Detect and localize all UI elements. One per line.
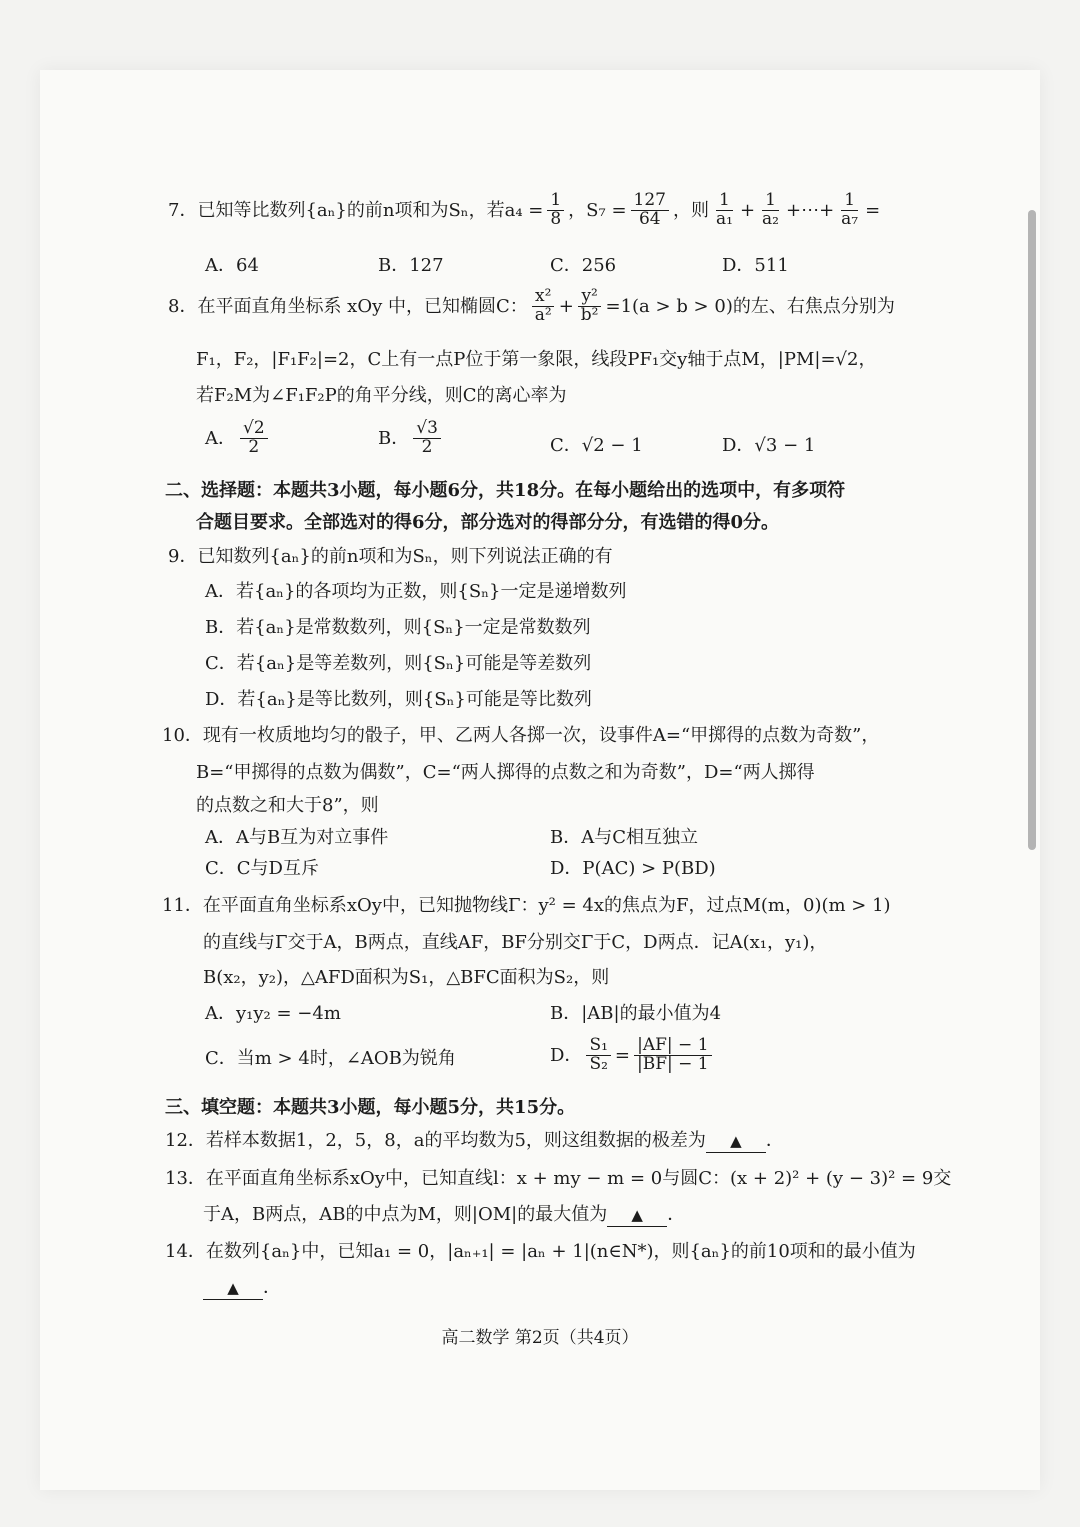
q7-frac-1 bbox=[713, 192, 736, 229]
q13-stem-line1: 13．在平面直角坐标系xOy中，已知直线l：x + my − m = 0与圆C：(x + 2)² + (y − 3)² = 9交 bbox=[165, 1168, 952, 1189]
q12-text: 12．若样本数据1，2，5，8，a的平均数为5，则这组数据的极差为 bbox=[165, 1130, 706, 1151]
frac-den: 2 bbox=[248, 436, 260, 457]
q10-stem-line2: B=“甲掷得的点数为偶数”，C=“两人掷得的点数之和为奇数”，D=“两人掷得 bbox=[196, 762, 815, 783]
q9-option-a: A．若{aₙ}的各项均为正数，则{Sₙ}一定是递增数列 bbox=[205, 581, 627, 602]
q7-frac-a4 bbox=[547, 192, 564, 229]
frac-den: b² bbox=[580, 304, 599, 325]
frac-den: S₂ bbox=[589, 1053, 608, 1074]
q7-option-c: C．256 bbox=[550, 255, 617, 276]
q9-option-b: B．若{aₙ}是常数数列，则{Sₙ}一定是常数数列 bbox=[205, 617, 591, 638]
answer-blank[interactable] bbox=[203, 1277, 263, 1300]
option-frac bbox=[413, 420, 441, 457]
section2-title-line1: 二、选择题：本题共3小题，每小题6分，共18分。在每小题给出的选项中，有多项符 bbox=[165, 480, 846, 501]
q8-frac-y bbox=[578, 288, 602, 325]
q8-frac-x bbox=[532, 288, 555, 325]
frac-num: x² bbox=[532, 288, 554, 307]
q8-stem-line3: 若F₂M为∠F₁F₂P的角平分线，则C的离心率为 bbox=[196, 385, 567, 406]
equals-sign: = bbox=[614, 1044, 630, 1066]
q11-option-a: A．y₁y₂ = −4m bbox=[205, 1003, 341, 1024]
frac-den: a₇ bbox=[841, 208, 859, 229]
q8-option-a bbox=[205, 420, 272, 457]
q7-frac-7 bbox=[838, 192, 861, 229]
answer-blank[interactable] bbox=[706, 1130, 766, 1153]
q7-text-b: ，S₇ = bbox=[568, 199, 627, 221]
q11-option-d bbox=[550, 1037, 716, 1074]
q11-option-b: B．|AB|的最小值为4 bbox=[550, 1003, 722, 1024]
frac-den: a₁ bbox=[715, 208, 733, 229]
q11-stem-line2: 的直线与Γ交于A，B两点，直线AF，BF分别交Γ于C，D两点．记A(x₁，y₁)， bbox=[203, 932, 828, 953]
q11-stem-line1: 11．在平面直角坐标系xOy中，已知抛物线Γ：y² = 4x的焦点为F，过点M(m，0)(m > 1) bbox=[162, 895, 891, 916]
triangle-icon: ▲ bbox=[631, 1206, 643, 1224]
frac-num: 1 bbox=[841, 192, 858, 211]
q10-stem-line3: 的点数之和大于8”，则 bbox=[196, 795, 379, 816]
option-label: A． bbox=[205, 427, 236, 449]
plus-sign: + bbox=[739, 199, 756, 221]
q13-text: 于A，B两点，AB的中点为M，则|OM|的最大值为 bbox=[203, 1204, 608, 1225]
q7-frac-2 bbox=[759, 192, 782, 229]
frac-num: 1 bbox=[762, 192, 779, 211]
frac-den: 8 bbox=[550, 208, 562, 229]
q13-stem-line2 bbox=[203, 1204, 685, 1227]
q8-stem-line1 bbox=[168, 288, 895, 325]
q10-option-a: A．A与B互为对立事件 bbox=[205, 827, 389, 848]
frac-den: a² bbox=[534, 304, 552, 325]
q14-stem-line1: 14．在数列{aₙ}中，已知a₁ = 0，|aₙ₊₁| = |aₙ + 1|(n∈N*)，则{aₙ}的前10项和的最小值为 bbox=[165, 1241, 916, 1262]
period: ． bbox=[765, 1130, 784, 1151]
q7-option-d: D．511 bbox=[722, 255, 789, 276]
section2-title-line2: 合题目要求。全部选对的得6分，部分选对的得部分分，有选错的得0分。 bbox=[196, 512, 780, 533]
option-label: B． bbox=[378, 427, 410, 449]
page-footer: 高二数学 第2页（共4页） bbox=[441, 1328, 639, 1348]
q11-stem-line3: B(x₂，y₂)，△AFD面积为S₁，△BFC面积为S₂，则 bbox=[203, 967, 610, 988]
frac-num: S₁ bbox=[586, 1037, 610, 1056]
period: ． bbox=[667, 1204, 686, 1225]
q8-option-c: C．√2 − 1 bbox=[550, 435, 643, 456]
q10-option-c: C．C与D互斥 bbox=[205, 858, 319, 879]
frac-num: √3 bbox=[413, 420, 441, 439]
q7-option-a: A．64 bbox=[205, 255, 259, 276]
option-label: D． bbox=[550, 1044, 583, 1066]
frac-den: 64 bbox=[638, 208, 661, 229]
q11-option-c: C．当m > 4时，∠AOB为锐角 bbox=[205, 1048, 456, 1069]
q12-stem bbox=[165, 1130, 784, 1153]
frac-num: 1 bbox=[716, 192, 733, 211]
q8-text-a: 8．在平面直角坐标系 xOy 中，已知椭圆C： bbox=[168, 295, 528, 317]
frac-num: 127 bbox=[631, 192, 669, 211]
q14-stem-line2 bbox=[203, 1277, 281, 1300]
option-frac-left bbox=[586, 1037, 610, 1074]
frac-den: |BF| − 1 bbox=[637, 1053, 709, 1074]
plus-sign: + bbox=[558, 295, 574, 317]
triangle-icon: ▲ bbox=[730, 1132, 742, 1150]
q9-stem: 9．已知数列{aₙ}的前n项和为Sₙ，则下列说法正确的有 bbox=[168, 546, 613, 567]
period: ． bbox=[263, 1277, 281, 1298]
q10-stem-line1: 10．现有一枚质地均匀的骰子，甲、乙两人各掷一次，设事件A=“甲掷得的点数为奇数”， bbox=[162, 725, 880, 746]
q7-stem bbox=[168, 192, 880, 229]
q7-option-b: B．127 bbox=[378, 255, 444, 276]
q7-frac-s7 bbox=[631, 192, 669, 229]
section3-title: 三、填空题：本题共3小题，每小题5分，共15分。 bbox=[165, 1097, 576, 1118]
frac-den: 2 bbox=[421, 436, 433, 457]
frac-num: 1 bbox=[547, 192, 564, 211]
triangle-icon: ▲ bbox=[227, 1279, 239, 1297]
equals-sign: = bbox=[865, 199, 881, 221]
q8-text-b: =1(a > b > 0)的左、右焦点分别为 bbox=[605, 295, 895, 317]
q7-text-a: 7．已知等比数列{aₙ}的前n项和为Sₙ，若a₄ = bbox=[168, 199, 544, 221]
q10-option-d: D．P(AC) > P(BD) bbox=[550, 858, 716, 879]
frac-num: |AF| − 1 bbox=[634, 1037, 711, 1056]
answer-blank[interactable] bbox=[607, 1204, 667, 1227]
q8-option-b bbox=[378, 420, 445, 457]
q8-stem-line2: F₁，F₂，|F₁F₂|=2，C上有一点P位于第一象限，线段PF₁交y轴于点M，|PM|=√2， bbox=[196, 349, 877, 370]
frac-num: √2 bbox=[240, 420, 268, 439]
q9-option-c: C．若{aₙ}是等差数列，则{Sₙ}可能是等差数列 bbox=[205, 653, 592, 674]
plus-ellipsis: +⋯+ bbox=[785, 199, 835, 221]
q9-option-d: D．若{aₙ}是等比数列，则{Sₙ}可能是等比数列 bbox=[205, 689, 592, 710]
option-frac-right bbox=[634, 1037, 712, 1074]
frac-den: a₂ bbox=[762, 208, 779, 229]
q8-option-d: D．√3 − 1 bbox=[722, 435, 816, 456]
frac-num: y² bbox=[578, 288, 600, 307]
scrollbar[interactable] bbox=[1028, 210, 1036, 850]
option-frac bbox=[240, 420, 268, 457]
q7-text-c: ，则 bbox=[672, 199, 709, 221]
q10-option-b: B．A与C相互独立 bbox=[550, 827, 698, 848]
